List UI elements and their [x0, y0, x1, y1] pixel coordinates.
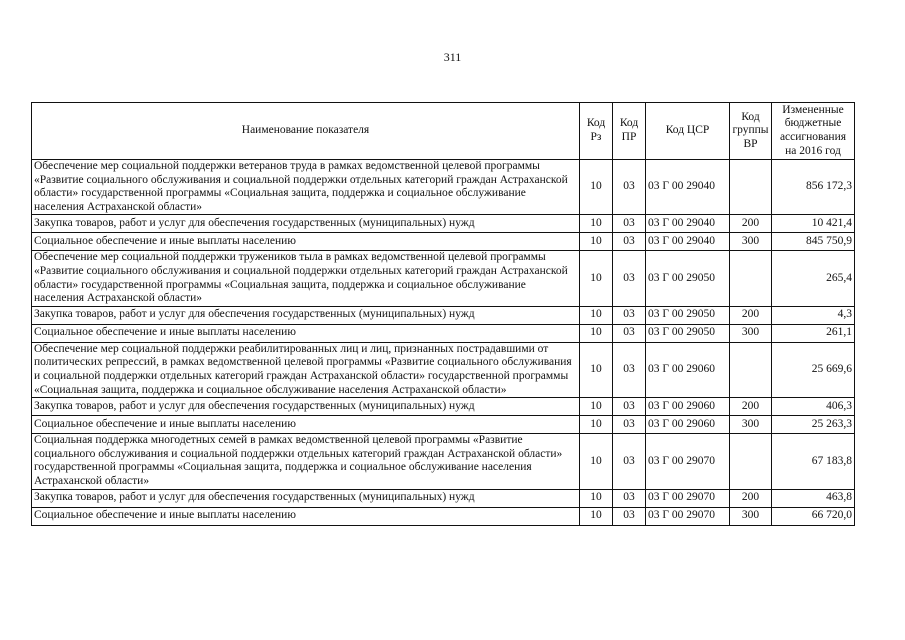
- cell-pr: 03: [613, 324, 646, 342]
- page-number: 311: [443, 50, 462, 64]
- cell-amount: 845 750,9: [772, 233, 855, 251]
- cell-vr: [730, 160, 772, 215]
- cell-name: Обеспечение мер социальной поддержки реабилитированных лиц и лиц, признанных пострадавшими от политических репрессий, в рамках ведомственной целевой программы «Развитие социального обслуживания и социальной поддержки отдельных категорий граждан Астраханской области» государственной программы «Социальная защита, поддержка и социальное обслуживание населения Астраханской области»: [32, 342, 580, 397]
- cell-csr: 03 Г 00 29050: [646, 251, 730, 306]
- cell-rz: 10: [580, 215, 613, 233]
- cell-pr: 03: [613, 342, 646, 397]
- cell-amount: 66 720,0: [772, 507, 855, 525]
- cell-pr: 03: [613, 233, 646, 251]
- cell-vr: [730, 251, 772, 306]
- cell-amount: 4,3: [772, 306, 855, 324]
- cell-amount: 25 263,3: [772, 416, 855, 434]
- cell-name: Социальное обеспечение и иные выплаты населению: [32, 233, 580, 251]
- table-header: [32, 103, 855, 160]
- cell-pr: 03: [613, 489, 646, 507]
- cell-pr: 03: [613, 434, 646, 489]
- cell-amount: 406,3: [772, 398, 855, 416]
- header-amount: Измененные бюджетные ассигнования на 2016 год: [772, 103, 855, 160]
- cell-name: Закупка товаров, работ и услуг для обеспечения государственных (муниципальных) нужд: [32, 398, 580, 416]
- table-row: [32, 233, 855, 251]
- cell-vr: 300: [730, 233, 772, 251]
- cell-amount: 463,8: [772, 489, 855, 507]
- cell-vr: 200: [730, 215, 772, 233]
- header-pr: Код ПР: [613, 103, 646, 160]
- cell-rz: 10: [580, 507, 613, 525]
- table-row: [32, 398, 855, 416]
- table-body: [32, 160, 855, 526]
- table-row: [32, 489, 855, 507]
- cell-name: Закупка товаров, работ и услуг для обеспечения государственных (муниципальных) нужд: [32, 215, 580, 233]
- cell-rz: 10: [580, 416, 613, 434]
- cell-vr: [730, 434, 772, 489]
- header-csr: Код ЦСР: [646, 103, 730, 160]
- cell-csr: 03 Г 00 29040: [646, 160, 730, 215]
- cell-amount: 67 183,8: [772, 434, 855, 489]
- cell-vr: 200: [730, 489, 772, 507]
- cell-pr: 03: [613, 215, 646, 233]
- header-row: [32, 103, 855, 160]
- header-name: Наименование показателя: [32, 103, 580, 160]
- cell-rz: 10: [580, 233, 613, 251]
- cell-pr: 03: [613, 416, 646, 434]
- cell-pr: 03: [613, 251, 646, 306]
- cell-amount: 265,4: [772, 251, 855, 306]
- cell-csr: 03 Г 00 29070: [646, 507, 730, 525]
- cell-amount: 261,1: [772, 324, 855, 342]
- table-row: [32, 416, 855, 434]
- cell-rz: 10: [580, 306, 613, 324]
- table-row: [32, 342, 855, 397]
- cell-name: Обеспечение мер социальной поддержки ветеранов труда в рамках ведомственной целевой программы «Развитие социального обслуживания и социальной поддержки отдельных категорий граждан Астраханской области» государственной программы «Социальная защита, поддержка и социальное обслуживание населения Астраханской области»: [32, 160, 580, 215]
- budget-table: [31, 102, 855, 526]
- cell-csr: 03 Г 00 29060: [646, 416, 730, 434]
- cell-csr: 03 Г 00 29050: [646, 306, 730, 324]
- header-rz: Код Рз: [580, 103, 613, 160]
- table-row: [32, 507, 855, 525]
- cell-name: Закупка товаров, работ и услуг для обеспечения государственных (муниципальных) нужд: [32, 306, 580, 324]
- cell-name: Социальное обеспечение и иные выплаты населению: [32, 416, 580, 434]
- cell-vr: 300: [730, 416, 772, 434]
- cell-amount: 25 669,6: [772, 342, 855, 397]
- cell-vr: 300: [730, 324, 772, 342]
- table-row: [32, 160, 855, 215]
- cell-pr: 03: [613, 160, 646, 215]
- cell-csr: 03 Г 00 29070: [646, 489, 730, 507]
- cell-name: Социальное обеспечение и иные выплаты населению: [32, 324, 580, 342]
- cell-rz: 10: [580, 324, 613, 342]
- cell-name: Закупка товаров, работ и услуг для обеспечения государственных (муниципальных) нужд: [32, 489, 580, 507]
- cell-name: Социальная поддержка многодетных семей в рамках ведомственной целевой программы «Развитие социального обслуживания и социальной поддержки отдельных категорий граждан Астраханской области» государственной программы «Социальная защита, поддержка и социальное обслуживание населения Астраханской области»: [32, 434, 580, 489]
- cell-pr: 03: [613, 306, 646, 324]
- cell-csr: 03 Г 00 29050: [646, 324, 730, 342]
- cell-rz: 10: [580, 342, 613, 397]
- header-vr: Код группы ВР: [730, 103, 772, 160]
- table-row: [32, 306, 855, 324]
- cell-csr: 03 Г 00 29040: [646, 233, 730, 251]
- cell-pr: 03: [613, 398, 646, 416]
- cell-vr: 200: [730, 398, 772, 416]
- table-row: [32, 434, 855, 489]
- cell-rz: 10: [580, 160, 613, 215]
- cell-csr: 03 Г 00 29070: [646, 434, 730, 489]
- cell-csr: 03 Г 00 29060: [646, 398, 730, 416]
- cell-rz: 10: [580, 251, 613, 306]
- cell-rz: 10: [580, 398, 613, 416]
- cell-vr: 200: [730, 306, 772, 324]
- cell-csr: 03 Г 00 29040: [646, 215, 730, 233]
- cell-rz: 10: [580, 489, 613, 507]
- table-row: [32, 215, 855, 233]
- table-row: [32, 324, 855, 342]
- cell-name: Обеспечение мер социальной поддержки тружеников тыла в рамках ведомственной целевой программы «Развитие социального обслуживания и социальной поддержки отдельных категорий граждан Астраханской области» государственной программы «Социальная защита, поддержка и социальное обслуживание населения Астраханской области»: [32, 251, 580, 306]
- cell-rz: 10: [580, 434, 613, 489]
- table-row: [32, 251, 855, 306]
- cell-name: Социальное обеспечение и иные выплаты населению: [32, 507, 580, 525]
- cell-pr: 03: [613, 507, 646, 525]
- cell-amount: 10 421,4: [772, 215, 855, 233]
- cell-csr: 03 Г 00 29060: [646, 342, 730, 397]
- cell-amount: 856 172,3: [772, 160, 855, 215]
- cell-vr: 300: [730, 507, 772, 525]
- cell-vr: [730, 342, 772, 397]
